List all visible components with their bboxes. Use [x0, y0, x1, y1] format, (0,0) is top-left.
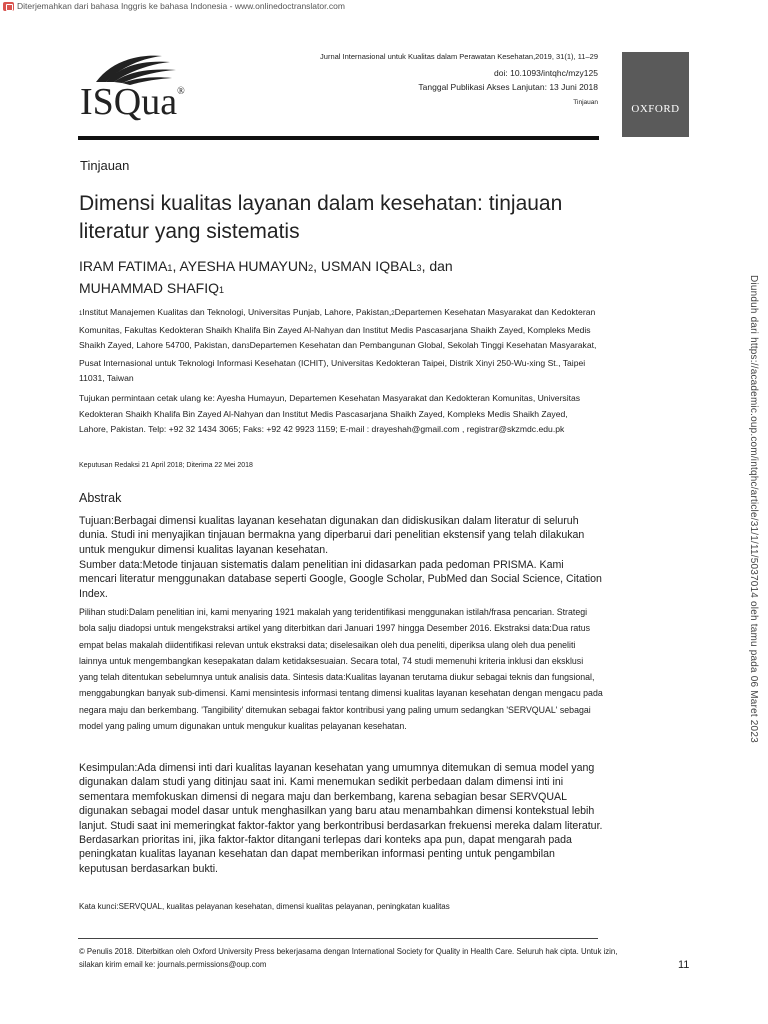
doi[interactable]: doi: 10.1093/intqhc/mzy125: [494, 68, 598, 78]
editorial-dates: Keputusan Redaksi 21 April 2018; Diterima 22 Mei 2018: [79, 462, 253, 469]
affil-1: Institut Manajemen Kualitas dan Teknologi, Universitas Punjab, Lahore, Pakistan,: [82, 307, 392, 317]
logo-text: ISQua: [80, 81, 178, 123]
abstract-heading: Abstrak: [79, 491, 122, 505]
article-title: Dimensi kualitas layanan dalam kesehatan: tinjauan literatur yang sistematis: [79, 192, 563, 243]
affil-2-marker: 2: [391, 311, 395, 317]
author-2: , AYESHA HUMAYUN: [172, 258, 309, 274]
oxford-logo: [622, 52, 689, 137]
access-date: Tanggal Publikasi Akses Lanjutan: 13 Juni 2018: [418, 82, 598, 92]
isqua-logo: [80, 80, 185, 124]
affil-3: Departemen Kesehatan dan Pembangunan Global, Sekolah Tinggi Kesehatan Masyarakat, Pusat Internasional untuk Teknologi Informasi Kesehatan (ICHIT), Universitas Kedokteran Taipei, Distrik Xinyi 250-Wu-xing St., Taipei 11031, Taiwan: [79, 340, 597, 383]
download-note: [745, 275, 765, 1015]
author-and: , dan: [421, 258, 453, 274]
author-2-affil: 2: [308, 263, 314, 273]
authors: [79, 256, 599, 300]
logo-registered-mark: ®: [177, 86, 185, 97]
correspondence: Tujukan permintaan cetak ulang ke: Ayesha Humayun, Departemen Kesehatan Masyarakat dan Kedokteran Komunitas, Universitas Kedokteran Shaikh Khalifa Bin Zayed Al-Nahyan dan Institut Medis Pascasarjana Shaikh Zayed, Kompleks Medis Shaikh Zayed, Lahore, Pakistan. Telp: +92 32 1434 3065; Faks: +92 42 9923 1159; E-mail : drayeshah@gmail.com , registrar@skzmdc.edu.pk: [79, 393, 581, 434]
author-3-affil: 3: [416, 263, 422, 273]
download-note-text: Diunduh dari https://academic.oup.com/intqhc/article/31/1/11/5037014 oleh tamu pada 06 Maret 2023: [748, 275, 759, 743]
abstract-conclusion: Kesimpulan:Ada dimensi inti dari kualitas layanan kesehatan yang umumnya ditemukan di semua model yang digunakan dalam studi yang ditinjau saat ini. Kami menemukan sedikit perbedaan dalam dimensi inti ini sementara memfokuskan dimensi di negara maju dan berkembang, karena sebagian besar SERVQUAL digunakan sebagai model dasar untuk menghasilkan yang baru atau menambahkan dimensi kontekstual lebih lanjut. Studi saat ini memeringkat faktor-faktor yang berkontribusi berdasarkan frekuensi mereka dalam literatur. Berdasarkan prioritas ini, jika faktor-faktor ditangani terlepas dari konteks apa pun, dapat mengarah pada peningkatan kualitas layanan kesehatan dan dapat memberikan informasi penting untuk pengambilan keputusan berdasarkan bukti.: [79, 762, 603, 875]
affiliations: [79, 305, 599, 387]
banner-text[interactable]: Diterjemahkan dari bahasa Inggris ke bahasa Indonesia - www.onlinedoctranslator.com: [17, 1, 345, 11]
footer-rule: [78, 938, 598, 939]
article-type: Tinjauan: [573, 99, 598, 106]
translator-logo-icon: [3, 2, 14, 11]
author-4-affil: 1: [219, 285, 225, 295]
affil-2: Departemen Kesehatan Masyarakat dan Kedokteran Komunitas, Fakultas Kedokteran Shaikh Khalifa Bin Zayed Al-Nahyan dan Institut Medis Pascasarjana Shaikh Zayed, Kompleks Medis Shaikh Zayed, Lahore 54700, Pakistan, dan: [79, 307, 596, 350]
author-1-affil: 1: [167, 263, 173, 273]
abstract-data-sources: Sumber data:Metode tinjauan sistematis dalam penelitian ini didasarkan pada pedoman PRISMA. Kami mencari literatur menggunakan database seperti Google, Google Scholar, PubMed dan Social Science, Citation Index.: [79, 559, 602, 600]
journal-citation: Jurnal Internasional untuk Kualitas dalam Perawatan Kesehatan,2019, 31(1), 11–29: [320, 52, 598, 61]
header-rule: [78, 136, 599, 140]
oxford-label: OXFORD: [631, 103, 680, 115]
abstract-objective: Tujuan:Berbagai dimensi kualitas layanan kesehatan digunakan dan didiskusikan dalam literatur di seluruh dunia. Studi ini menyajikan tinjauan bermakna yang diperbarui dari penelitian ekstensif yang telah dilakukan untuk mengukur dimensi kualitas layanan kesehatan.: [79, 515, 585, 556]
keywords: Kata kunci:SERVQUAL, kualitas pelayanan kesehatan, dimensi kualitas pelayanan, peningkatan kualitas: [79, 902, 450, 911]
affil-1-marker: 1: [79, 311, 83, 317]
author-3: , USMAN IQBAL: [313, 258, 417, 274]
affil-3-marker: 3: [246, 344, 250, 350]
section-label: Tinjauan: [80, 158, 130, 173]
copyright-footer: © Penulis 2018. Diterbitkan oleh Oxford University Press bekerjasama dengan International Society for Quality in Health Care. Seluruh hak cipta. Untuk izin, silakan kirim email ke: journals.permissions@oup.com: [79, 947, 618, 969]
author-4: MUHAMMAD SHAFIQ: [79, 280, 219, 296]
translator-banner[interactable]: [0, 0, 345, 12]
page-number: 11: [678, 959, 690, 971]
author-1: IRAM FATIMA: [79, 258, 168, 274]
abstract-study-selection: Pilihan studi:Dalam penelitian ini, kami menyaring 1921 makalah yang teridentifikasi menggunakan istilah/frasa pencarian. Strategi bola salju diadopsi untuk mengekstraksi artikel yang diterbitkan dari Januari 1997 hingga Desember 2016. Ekstraksi data:Dua ratus empat belas makalah diidentifikasi relevan untuk ekstraksi data; diselesaikan oleh dua peneliti, diperiksa ulang oleh dua peneliti lainnya untuk mengembangkan kesepakatan dalam ketidaksesuaian. Secara total, 74 studi memenuhi kriteria inklusi dan eksklusi yang telah ditentukan sebelumnya untuk analisis data. Sintesis data:Kualitas layanan terutama diukur sebagai teknis dan fungsional, menggabungkan banyak sub-dimensi. Kami mensintesis informasi tentang dimensi kualitas layanan kesehatan dengan mengacu pada negara maju dan berkembang. 'Tangibility' ditemukan sebagai faktor kontribusi yang paling umum sedangkan 'SERVQUAL' sebagai model yang paling umum digunakan untuk mengukur kualitas pelayanan kesehatan.: [79, 607, 603, 732]
